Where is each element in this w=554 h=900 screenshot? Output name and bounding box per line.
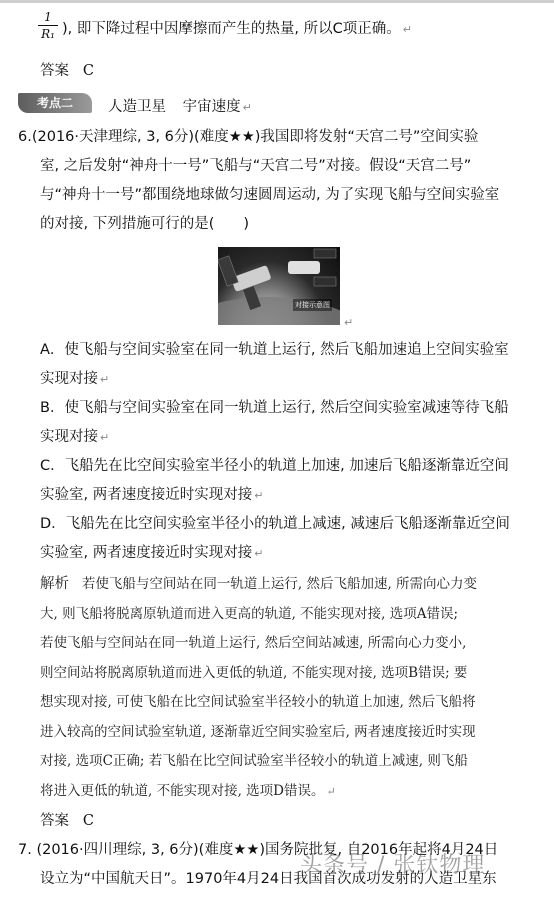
solution-line — [40, 570, 545, 600]
solution-line: 想实现对接, 可使飞船在比空间试验室半径较小的轨道上加速, 然后飞船将 — [40, 694, 476, 710]
solution-label: 解析 — [40, 576, 69, 592]
solution-block — [40, 570, 545, 806]
paragraph-mark-icon: ↵ — [100, 431, 110, 444]
stem-line: 设立为“中国航天日”。1970年4月24日我国首次成功发射的人造卫星东 — [40, 871, 497, 887]
paragraph-mark-icon: ↵ — [254, 489, 264, 502]
fraction-numerator: 1 — [44, 10, 52, 24]
spacecraft-right-icon — [288, 249, 336, 286]
paragraph-mark-icon: ↵ — [100, 373, 110, 386]
stem-line-text: (2016·天津理综, 3, 6分)(难度★★)我国即将发射“天宫二号”空间实验 — [31, 129, 479, 145]
fraction-bar — [38, 25, 58, 26]
stem-line-text: 与“神舟十一号”都围绕地球做匀速圆周运动, 为了实现飞船与空间实验室 — [40, 187, 500, 203]
question-number: 7. — [18, 842, 32, 858]
paragraph-mark-icon: ↵ — [254, 547, 264, 560]
options-list — [40, 336, 540, 568]
paragraph-mark-icon: ↵ — [242, 101, 252, 114]
fraction — [36, 10, 60, 41]
option-line: C．飞船先在比空间实验室半径小的轨道上加速, 加速后飞船逐渐靠近空间 — [40, 458, 509, 474]
answer-value: C — [82, 813, 94, 829]
option-line-text: 实现对接 — [40, 371, 98, 387]
spacecraft-illustration — [218, 247, 340, 325]
figure-caption: 对接示意图 — [295, 301, 330, 309]
solution-line — [40, 777, 545, 807]
section-title-text: 人造卫星 宇宙速度 — [108, 99, 241, 115]
stem-line-text: (2016·四川理综, 3, 6分)(难度★★)国务院批复, 自2016年起将4月24日 — [36, 842, 499, 858]
option-a — [40, 336, 540, 394]
paragraph-mark-icon: ↵ — [344, 316, 354, 329]
stem-line-text: 的对接, 下列措施可行的是( ) — [40, 216, 250, 232]
prev-line-text: ), 即下降过程中因摩擦而产生的热量, 所以C项正确。 — [62, 21, 401, 37]
option-line: A．使飞船与空间实验室在同一轨道上运行, 然后飞船加速追上空间实验室 — [40, 342, 509, 358]
option-line — [40, 365, 540, 394]
answer-label: 答案 — [40, 813, 69, 829]
option-d — [40, 510, 540, 568]
prev-line — [62, 20, 412, 39]
paragraph-mark-icon: ↵ — [326, 784, 336, 798]
option-b — [40, 394, 540, 452]
solution-line: 大, 则飞船将脱离原轨道而进入更高的轨道, 不能实现对接, 选项A错误; — [40, 605, 459, 622]
stem-line — [18, 123, 548, 152]
section-badge: 考点二 — [18, 93, 92, 113]
stem-line — [18, 152, 548, 181]
answer-label: 答案 — [40, 63, 69, 79]
prev-answer — [40, 62, 94, 80]
option-c — [40, 452, 540, 510]
docking-figure — [218, 247, 340, 325]
question-number: 6. — [18, 129, 32, 145]
stem-line — [18, 210, 548, 239]
solution-line: 则空间站将脱离原轨道而进入更低的轨道, 不能实现对接, 选项B错误; 要 — [40, 664, 468, 681]
watermark: 头条号 / 张钛物理 — [300, 853, 486, 878]
paragraph-mark-icon: ↵ — [402, 23, 412, 36]
solution-line-text: 若使飞船与空间站在同一轨道上运行, 然后飞船加速, 所需向心力变 — [81, 576, 478, 592]
option-line: B．使飞船与空间实验室在同一轨道上运行, 然后空间实验室减速等待飞船 — [40, 400, 509, 416]
answer-value: C — [82, 63, 94, 79]
option-line — [40, 423, 540, 452]
option-line: D．飞船先在比空间实验室半径小的轨道上减速, 减速后飞船逐渐靠近空间 — [40, 516, 510, 532]
option-line-text: 实验室, 两者速度接近时实现对接 — [40, 487, 253, 503]
option-line-text: 实验室, 两者速度接近时实现对接 — [40, 545, 253, 561]
section-title — [108, 95, 252, 116]
top-rule — [0, 0, 554, 3]
solution-line: 对接, 选项C正确; 若飞船在比空间试验室半径较小的轨道上减速, 则飞船 — [40, 753, 468, 769]
q6-answer — [40, 812, 94, 830]
option-line — [40, 539, 540, 568]
stem-line — [18, 181, 548, 210]
solution-line: 若使飞船与空间站在同一轨道上运行, 然后空间站减速, 所需向心力变小, — [40, 635, 467, 651]
question-6-stem — [18, 123, 548, 239]
option-line — [40, 481, 540, 510]
solution-line: 进入较高的空间试验室轨道, 逐渐靠近空间实验室后, 两者速度接近时实现 — [40, 723, 476, 740]
fraction-denominator: R₁ — [41, 27, 55, 41]
solution-line-text: 将进入更低的轨道, 不能实现对接, 选项D错误。 — [40, 782, 325, 799]
option-line-text: 实现对接 — [40, 429, 98, 445]
stem-line-text: 室, 之后发射“神舟十一号”飞船与“天宫二号”对接。假设“天宫二号” — [40, 158, 472, 174]
